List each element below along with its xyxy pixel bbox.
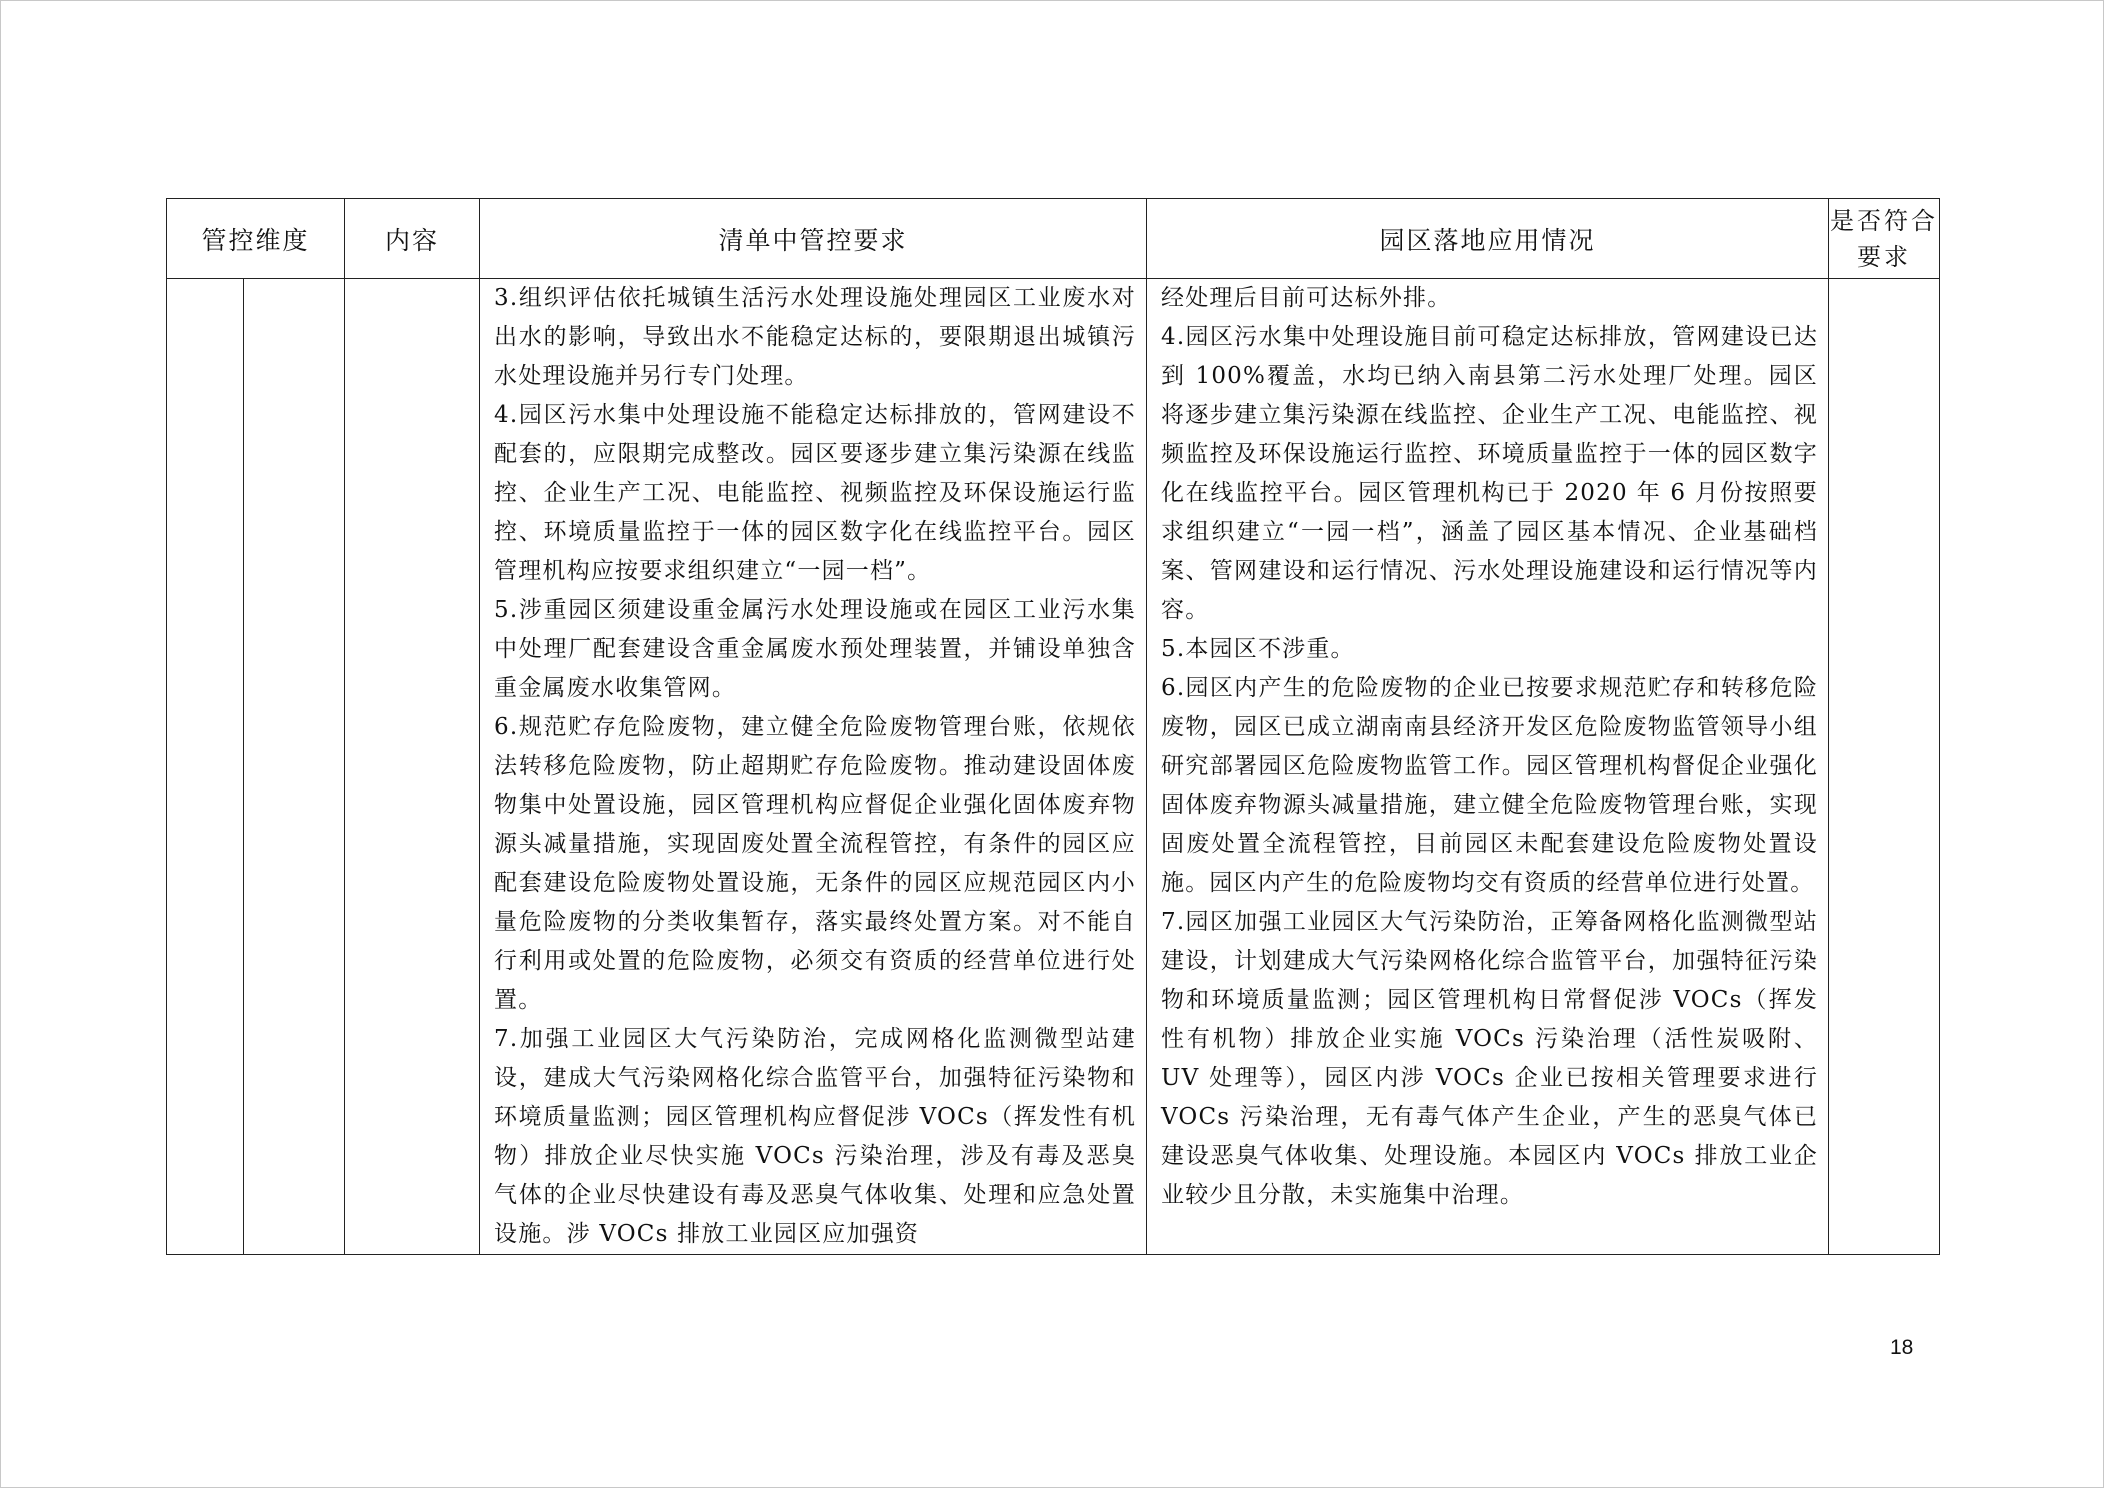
requirement-item: 3.组织评估依托城镇生活污水处理设施处理园区工业废水对出水的影响，导致出水不能稳定达标的，要限期退出城镇污水处理设施并另行专门处理。 bbox=[494, 285, 1137, 389]
table-header-row bbox=[167, 199, 1940, 279]
requirement-item: 5.涉重园区须建设重金属污水处理设施或在园区工业污水集中处理厂配套建设含重金属废水预处理装置，并铺设单独含重金属废水收集管网。 bbox=[494, 597, 1137, 701]
header-requirements: 清单中管控要求 bbox=[480, 199, 1147, 279]
header-compliance: 是否符合要求 bbox=[1829, 199, 1940, 279]
application-item: 经处理后目前可达标外排。 bbox=[1161, 285, 1452, 311]
compliance-cell bbox=[1829, 279, 1940, 1255]
content-cell bbox=[345, 279, 480, 1255]
page-number: 18 bbox=[1890, 1336, 1914, 1359]
header-control-dimension: 管控维度 bbox=[167, 199, 345, 279]
application-item: 5.本园区不涉重。 bbox=[1161, 636, 1355, 662]
application-item: 4.园区污水集中处理设施目前可稳定达标排放，管网建设已达到 100%覆盖，水均已纳入南县第二污水处理厂处理。园区将逐步建立集污染源在线监控、企业生产工况、电能监控、视频监控及环保设施运行监控、环境质量监控于一体的园区数字化在线监控平台。园区管理机构已于 2020 年 6 月份按照要求组织建立“一园一档”，涵盖了园区基本情况、企业基础档案、管网建设和运行情况、污水处理设施建设和运行情况等内容。 bbox=[1161, 324, 1819, 623]
requirement-item: 6.规范贮存危险废物，建立健全危险废物管理台账，依规依法转移危险废物，防止超期贮存危险废物。推动建设固体废物集中处置设施，园区管理机构应督促企业强化固体废弃物源头减量措施，实现固废处置全流程管控，有条件的园区应配套建设危险废物处置设施，无条件的园区应规范园区内小量危险废物的分类收集暂存，落实最终处置方案。对不能自行利用或处置的危险废物，必须交有资质的经营单位进行处置。 bbox=[494, 714, 1137, 1013]
header-application: 园区落地应用情况 bbox=[1147, 199, 1829, 279]
table-row bbox=[167, 279, 1940, 1255]
control-table bbox=[166, 198, 1940, 1255]
requirement-item: 4.园区污水集中处理设施不能稳定达标排放的，管网建设不配套的，应限期完成整改。园区要逐步建立集污染源在线监控、企业生产工况、电能监控、视频监控及环保设施运行监控、环境质量监控于一体的园区数字化在线监控平台。园区管理机构应按要求组织建立“一园一档”。 bbox=[494, 402, 1137, 584]
dimension-cell-b bbox=[244, 279, 345, 1255]
requirements-cell bbox=[480, 279, 1147, 1255]
application-item: 7.园区加强工业园区大气污染防治，正筹备网格化监测微型站建设，计划建成大气污染网格化综合监管平台，加强特征污染物和环境质量监测；园区管理机构日常督促涉 VOCs（挥发性有机物）排放企业实施 VOCs 污染治理（活性炭吸附、UV 处理等），园区内涉 VOCs 企业已按相关管理要求进行 VOCs 污染治理，无有毒气体产生企业，产生的恶臭气体已建设恶臭气体收集、处理设施。本园区内 VOCs 排放工业企业较少且分散，未实施集中治理。 bbox=[1161, 909, 1819, 1208]
application-item: 6.园区内产生的危险废物的企业已按要求规范贮存和转移危险废物，园区已成立湖南南县经济开发区危险废物监管领导小组研究部署园区危险废物监管工作。园区管理机构督促企业强化固体废弃物源头减量措施，建立健全危险废物管理台账，实现固废处置全流程管控，目前园区未配套建设危险废物处置设施。园区内产生的危险废物均交有资质的经营单位进行处置。 bbox=[1161, 675, 1819, 896]
dimension-cell-a bbox=[167, 279, 244, 1255]
application-cell bbox=[1147, 279, 1829, 1255]
requirement-item: 7.加强工业园区大气污染防治，完成网格化监测微型站建设，建成大气污染网格化综合监管平台，加强特征污染物和环境质量监测；园区管理机构应督促涉 VOCs（挥发性有机物）排放企业尽快实施 VOCs 污染治理，涉及有毒及恶臭气体的企业尽快建设有毒及恶臭气体收集、处理和应急处置设施。涉 VOCs 排放工业园区应加强资 bbox=[494, 1026, 1137, 1247]
header-content: 内容 bbox=[345, 199, 480, 279]
